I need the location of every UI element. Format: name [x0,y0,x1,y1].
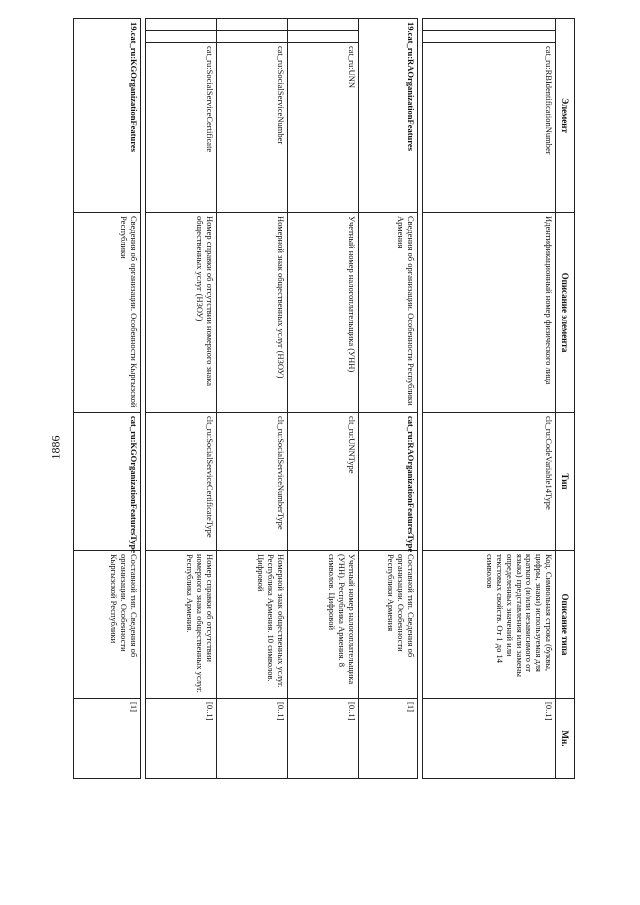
table-row [288,19,359,779]
page-number: 1886 [48,435,63,460]
level-cell [423,19,556,31]
type-description-cell: Код. Символьная строка (буквы, цифры, знаки) используемая для краткого (и/или независимого от языка) представления или замены определенных значений или текстовых свойств. От 1 до 14 символов [423,551,556,699]
element-cell: cat_ru:SocialServiceCertificate [146,43,217,213]
header-type-description: Описание типа [556,551,575,699]
table-row [217,19,288,779]
description-cell: Номер справки об отсутствии номерного знака общественных услуг (НЗОУ) [146,213,217,413]
table-row [74,19,141,779]
rotated-table-container [95,18,575,778]
level-cell [423,31,556,43]
table-row [423,19,556,779]
element-name: cat_ru:KGOrganizationFeatures [129,32,139,152]
header-mult: Мн. [556,699,575,779]
element-cell: cat_ru:RBIdentificationNumber [423,43,556,213]
mult-cell: [0..1] [146,699,217,779]
type-cell: clt_ru:UNNType [288,413,359,551]
description-cell: Учетный номер налогоплательщика (УНН) [288,213,359,413]
element-cell [74,19,141,213]
element-cell: cat_ru:UNN [288,43,359,213]
level-cell [217,31,288,43]
type-description-cell: Составной тип. Сведения об организации. Особенности Республики Армения [359,551,418,699]
type-cell: clt_ru:CodeVariable14Type [423,413,556,551]
mult-cell: [1] [359,699,418,779]
row-gap [418,19,423,779]
type-description-cell: Номерной знак общественных услуг. Республика Армения. 10 символов. Цифровой [217,551,288,699]
table-header-row [556,19,575,779]
table-row [359,19,418,779]
type-cell: clt_ru:SocialServiceCertificateType [146,413,217,551]
description-cell: Идентификационный номер физического лица [423,213,556,413]
row-number: 19. [129,22,139,33]
type-description-cell: Учетный номер налогоплательщика (УНН). Республика Армения. 8 символов. Цифровой [288,551,359,699]
level-cell [288,31,359,43]
mult-cell: [1] [74,699,141,779]
type-cell: cat_ru:KGOrganizationFeaturesType [74,413,141,551]
description-cell: Сведения об организации. Особенности Республики Армения [359,213,418,413]
header-type: Тип [556,413,575,551]
type-description-cell: Номер справки об отсутствии номерного знака общественных услуг. Республика Армения. [146,551,217,699]
table-row [146,19,217,779]
element-cell [359,19,418,213]
type-description-cell: Составной тип. Сведения об организации. Особенности Кыргызской Республики [74,551,141,699]
type-cell: cat_ru:RAOrganizationFeaturesType [359,413,418,551]
mult-cell: [0..1] [217,699,288,779]
level-cell [146,31,217,43]
type-cell: clt_ru:SocialServiceNumberType [217,413,288,551]
description-cell: Сведения об организации. Особенности Кыргызской Республики [74,213,141,413]
description-cell: Номерной знак общественных услуг (НЗОУ) [217,213,288,413]
header-element: Элемент [556,19,575,213]
mult-cell: [0..1] [423,699,556,779]
header-description: Описание элемента [556,213,575,413]
row-gap [141,19,146,779]
mult-cell: [0..1] [288,699,359,779]
elements-table [73,18,575,779]
level-cell [217,19,288,31]
element-name: cat_ru:RAOrganizationFeatures [406,32,416,151]
level-cell [146,19,217,31]
level-cell [288,19,359,31]
row-number: 19. [406,22,416,33]
element-cell: cat_ru:SocialServiceNumber [217,43,288,213]
